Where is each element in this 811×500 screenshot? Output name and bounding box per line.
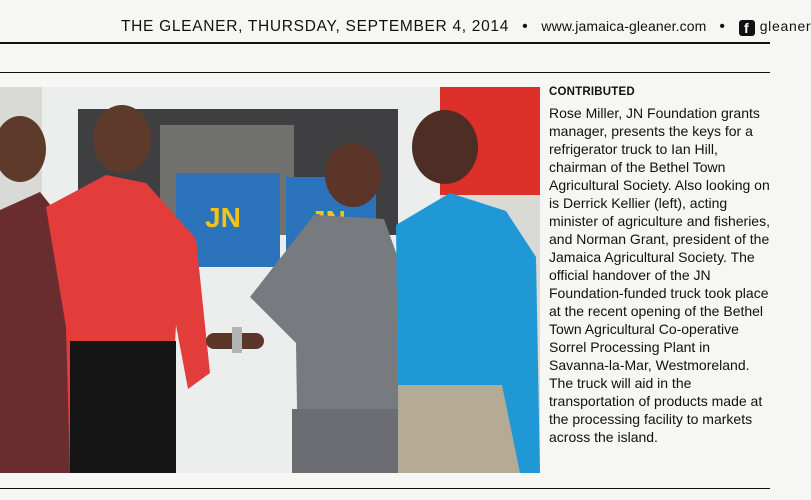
news-photo	[0, 87, 540, 473]
website-link[interactable]: www.jamaica-gleaner.com	[541, 18, 707, 34]
newspaper-date-title: THE GLEANER, THURSDAY, SEPTEMBER 4, 2014	[121, 18, 510, 35]
header-line	[121, 17, 811, 36]
newspaper-header	[0, 0, 811, 44]
header-divider	[0, 72, 770, 73]
man-blue-pants	[398, 385, 520, 473]
woman-skirt	[292, 409, 412, 473]
facebook-icon[interactable]: f	[739, 20, 755, 36]
man-red-pants	[70, 341, 176, 473]
photo-illustration	[0, 87, 540, 473]
caption-credit: CONTRIBUTED	[549, 86, 635, 98]
social-handle[interactable]: gleaner	[759, 18, 811, 34]
man-right-head	[412, 110, 478, 184]
separator-dot: •	[522, 18, 529, 35]
separator-dot: •	[719, 18, 726, 35]
photo-caption	[549, 86, 770, 478]
woman-head	[325, 143, 381, 207]
bottom-divider	[0, 488, 770, 489]
caption-paragraph: Rose Miller, JN Foundation grants manager, presents the keys for a refrigerator truck to Ian Hill, chairman of the Bethel Town Agricultural Society. Also looking on is Derrick Kellier (left), acting minister of agriculture and fisheries, and Norman Grant, president of the Jamaica Agricultural Society. The official handover of the JN Foundation-funded truck took place at the recent opening of the Bethel Town Agricultural Co-operative Sorrel Processing Plant in Savanna-la-Mar, Westmoreland. The truck will aid in the transportation of products made at the processing facility to markets across the island.	[549, 105, 770, 445]
man-center-left-head	[93, 105, 151, 173]
truck-key	[232, 327, 242, 353]
jn-sign-text-1: JN	[205, 202, 241, 233]
